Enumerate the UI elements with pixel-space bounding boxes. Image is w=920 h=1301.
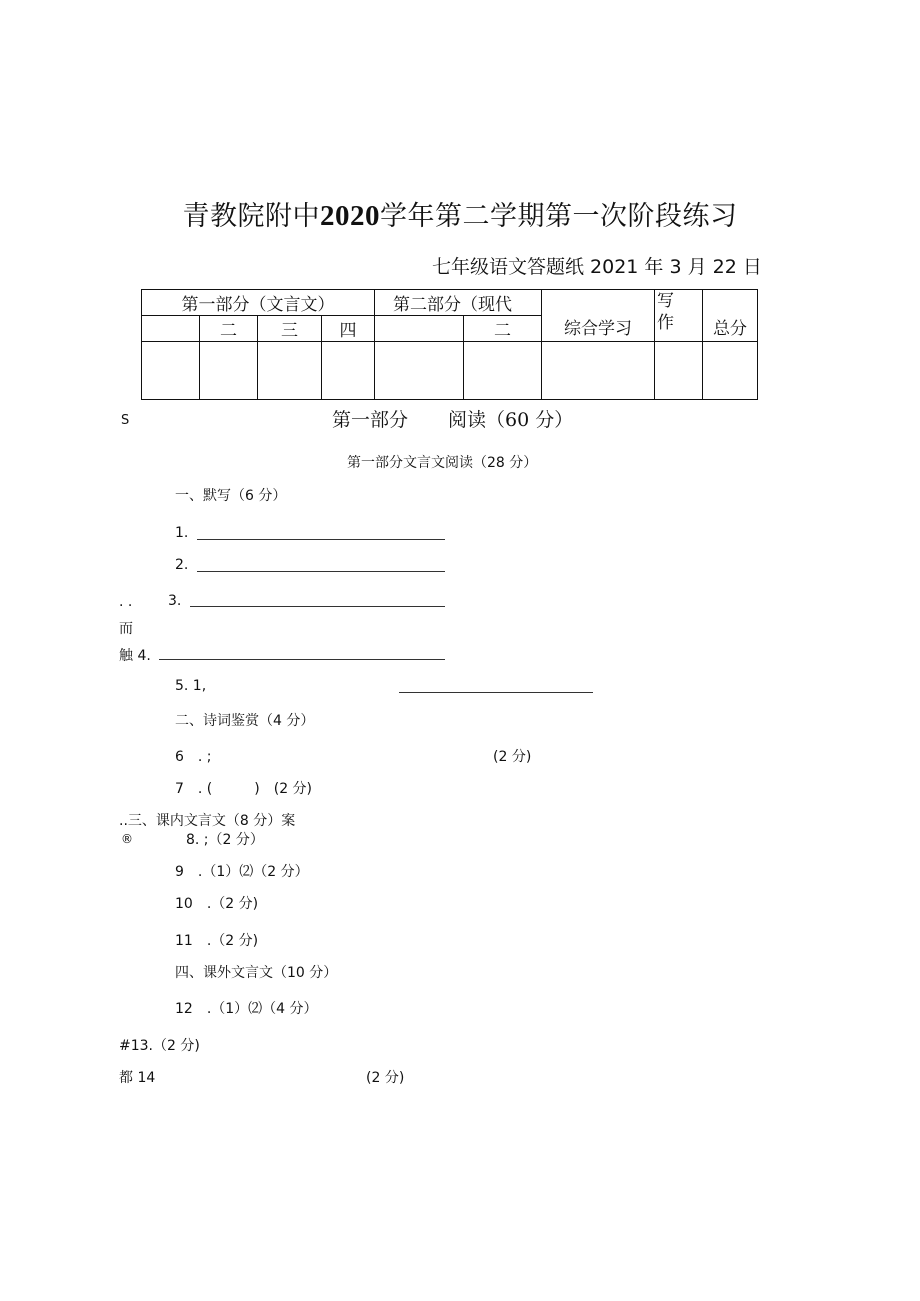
q7-label: 7 . ( ) (2 分) xyxy=(175,781,313,797)
score-cell[interactable] xyxy=(375,342,464,400)
section-title-part1: 第一部分 xyxy=(332,409,409,431)
q3-label: 3. xyxy=(168,593,182,609)
score-cell[interactable] xyxy=(322,342,375,400)
question-group-2: 二、诗词鉴赏（4 分） xyxy=(175,713,315,729)
score-cell[interactable] xyxy=(200,342,258,400)
score-cell[interactable] xyxy=(703,342,758,400)
part1-sub-3: 三 xyxy=(258,316,322,342)
q10-label: 10 .（2 分) xyxy=(175,896,259,912)
part2-sub-2: 二 xyxy=(464,316,542,342)
q1-label: 1. xyxy=(175,525,189,541)
question-group-3: ..三、课内文言文（8 分）案 xyxy=(119,813,296,829)
zongfen-header: 总分 xyxy=(703,290,758,342)
question-group-1: 一、默写（6 分） xyxy=(175,488,287,504)
q2-answer-line[interactable] xyxy=(197,571,445,572)
q2-label: 2. xyxy=(175,557,189,573)
score-cell[interactable] xyxy=(258,342,322,400)
xiezuo-char-2: 作 xyxy=(657,313,674,333)
margin-char-er: 而 xyxy=(119,621,133,637)
margin-dots: . . xyxy=(119,594,133,610)
q5-answer-line[interactable] xyxy=(399,692,593,693)
part2-header: 第二部分（现代 xyxy=(375,290,542,316)
score-cell[interactable] xyxy=(655,342,703,400)
question-group-4: 四、课外文言文（10 分） xyxy=(175,965,338,981)
q8-label: 8. ;（2 分） xyxy=(186,832,264,848)
score-cell[interactable] xyxy=(464,342,542,400)
q11-label: 11 .（2 分) xyxy=(175,933,259,949)
q5-label: 5. 1, xyxy=(175,678,207,694)
q12-label: 12 .（1）⑵（4 分） xyxy=(175,1001,318,1017)
q4-answer-line[interactable] xyxy=(159,659,445,660)
page-title: 青教院附中2020学年第二学期第一次阶段练习 xyxy=(182,200,738,232)
part1-header: 第一部分（文言文） xyxy=(142,290,375,316)
q14-score: (2 分) xyxy=(366,1070,405,1086)
part2-sub-1 xyxy=(375,316,464,342)
q13-label: #13.（2 分) xyxy=(119,1038,200,1054)
q6-label: 6 . ; xyxy=(175,749,212,765)
margin-mark-reg: ® xyxy=(121,832,133,846)
q1-answer-line[interactable] xyxy=(197,539,445,540)
subsection-classical: 第一部分文言文阅读（28 分） xyxy=(347,455,538,471)
q4-label: 触 4. xyxy=(119,648,151,664)
xiezuo-header xyxy=(655,290,703,342)
score-table xyxy=(141,289,758,400)
part1-sub-1 xyxy=(142,316,200,342)
q6-score: (2 分) xyxy=(493,749,532,765)
q3-answer-line[interactable] xyxy=(190,606,445,607)
score-cell[interactable] xyxy=(142,342,200,400)
margin-mark-s: S xyxy=(121,413,130,428)
q9-label: 9 .（1）⑵（2 分） xyxy=(175,864,309,880)
part1-sub-2: 二 xyxy=(200,316,258,342)
xiezuo-char-1: 写 xyxy=(657,291,674,311)
section-title-reading: 阅读（60 分） xyxy=(448,409,574,431)
answer-sheet-subtitle: 七年级语文答题纸 2021 年 3 月 22 日 xyxy=(432,256,762,278)
part1-sub-4: 四 xyxy=(322,316,375,342)
q14-label: 都 14 xyxy=(119,1070,156,1086)
zonghe-header: 综合学习 xyxy=(542,290,655,342)
score-cell[interactable] xyxy=(542,342,655,400)
